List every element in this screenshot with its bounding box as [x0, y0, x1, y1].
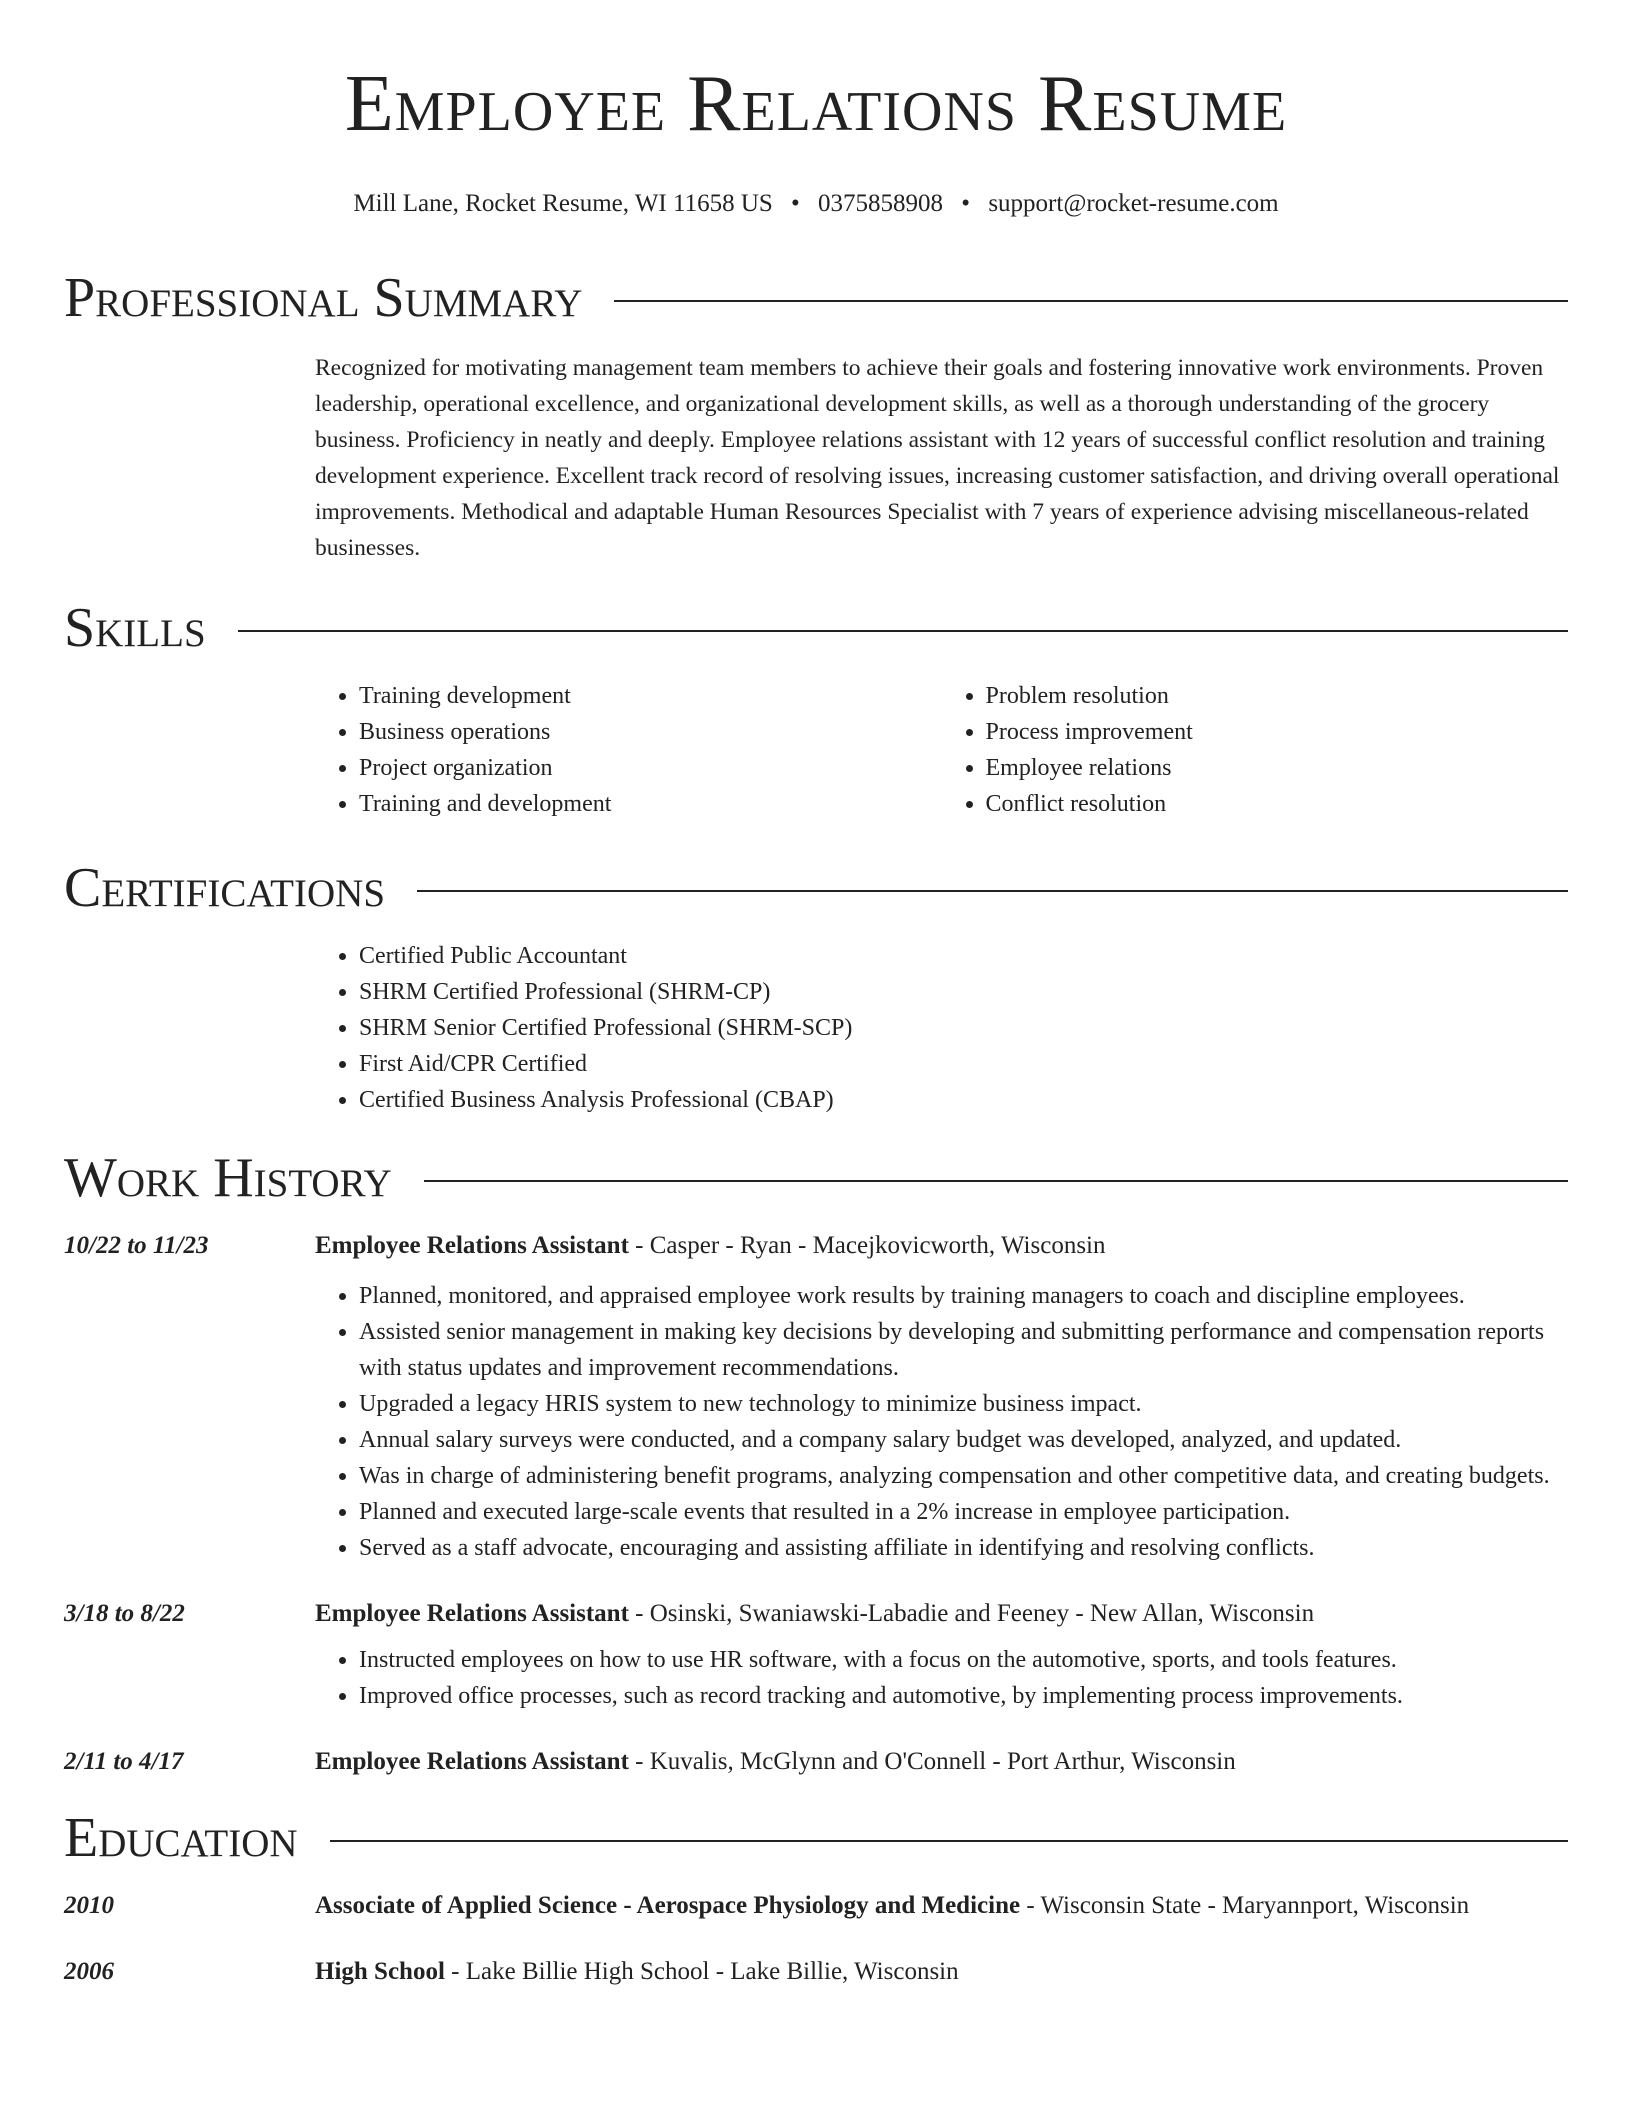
- section-divider: [424, 1180, 1568, 1182]
- duty-item: • Assisted senior management in making key decisions by developing and submitting performance and compensation reports with status updates and improvement recommendations.: [359, 1314, 1568, 1386]
- job-title: Employee Relations Assistant: [315, 1232, 629, 1259]
- duty-item: • Planned and executed large-scale events that resulted in a 2% increase in employee participation.: [359, 1494, 1568, 1530]
- certifications-list: [315, 938, 1568, 1118]
- education-heading: Education: [64, 1807, 298, 1869]
- certification-item: • Certified Public Accountant: [359, 938, 1568, 974]
- contact-separator: •: [791, 190, 800, 217]
- skill-item: • Conflict resolution: [986, 786, 1569, 822]
- skill-item: • Employee relations: [986, 750, 1569, 786]
- contact-address: Mill Lane, Rocket Resume, WI 11658 US: [353, 190, 773, 217]
- skills-column-left: [315, 678, 942, 822]
- certification-item: • Certified Business Analysis Professional (CBAP): [359, 1082, 1568, 1118]
- skills-section-header: [64, 596, 1568, 660]
- summary-text: Recognized for motivating management team members to achieve their goals and fostering innovative work environments. Proven leadership, operational excellence, and organizational development skills, as well as a thorough understanding of the grocery business. Proficiency in neatly and deeply. Employee relations assistant with 12 years of successful conflict resolution and training development experience. Excellent track record of resolving issues, increasing customer satisfaction, and driving overall operational improvements. Methodical and adaptable Human Resources Specialist with 7 years of experience advising miscellaneous-related businesses.: [315, 355, 1560, 561]
- work-heading: Work History: [64, 1147, 392, 1209]
- job-entry: [64, 1228, 1568, 1264]
- education-heading-line: [315, 1954, 1568, 1990]
- certification-item: • First Aid/CPR Certified: [359, 1046, 1568, 1082]
- education-section-header: [64, 1806, 1568, 1870]
- job-heading: [315, 1744, 1568, 1780]
- duty-item: • Was in charge of administering benefit programs, analyzing compensation and other competitive data, and creating budgets.: [359, 1458, 1568, 1494]
- job-entry: [64, 1744, 1568, 1780]
- duty-item: • Instructed employees on how to use HR software, with a focus on the automotive, sports, and tools features.: [359, 1642, 1568, 1678]
- work-section-header: [64, 1146, 1568, 1210]
- job-heading: [315, 1228, 1568, 1264]
- duty-item: • Improved office processes, such as record tracking and automotive, by implementing process improvements.: [359, 1678, 1568, 1714]
- skill-item: • Project organization: [359, 750, 942, 786]
- duty-item: • Annual salary surveys were conducted, and a company salary budget was developed, analyzed, and updated.: [359, 1422, 1568, 1458]
- education-entry: [64, 1954, 1568, 1990]
- job-details: - Casper - Ryan - Macejkovicworth, Wisconsin: [628, 1232, 1106, 1259]
- certifications-section-header: [64, 856, 1568, 920]
- certification-item: • SHRM Senior Certified Professional (SHRM-SCP): [359, 1010, 1568, 1046]
- certifications-heading: Certifications: [64, 857, 386, 919]
- education-year: 2010: [64, 1892, 114, 1919]
- certification-item: • SHRM Certified Professional (SHRM-CP): [359, 974, 1568, 1010]
- section-divider: [330, 1840, 1568, 1842]
- education-details: - Lake Billie High School - Lake Billie, Wisconsin: [444, 1958, 959, 1985]
- duty-item: • Upgraded a legacy HRIS system to new technology to minimize business impact.: [359, 1386, 1568, 1422]
- section-divider: [417, 890, 1568, 892]
- resume-title: Employee Relations Resume: [344, 60, 1288, 148]
- job-title: Employee Relations Assistant: [315, 1600, 629, 1627]
- section-divider: [614, 300, 1568, 302]
- job-dates: 10/22 to 11/23: [64, 1232, 209, 1259]
- education-degree: High School: [315, 1958, 445, 1985]
- job-entry: [64, 1596, 1568, 1632]
- skill-item: • Problem resolution: [986, 678, 1569, 714]
- job-title: Employee Relations Assistant: [315, 1748, 629, 1775]
- education-details: - Wisconsin State - Maryannport, Wisconsin: [1020, 1892, 1470, 1919]
- section-divider: [238, 630, 1568, 632]
- job-dates: 3/18 to 8/22: [64, 1600, 185, 1627]
- education-degree: Associate of Applied Science - Aerospace Physiology and Medicine: [315, 1892, 1021, 1919]
- skills-heading: Skills: [64, 597, 206, 659]
- summary-heading: Professional Summary: [64, 267, 583, 329]
- skills-list: [315, 678, 1568, 822]
- education-year: 2006: [64, 1958, 114, 1985]
- job-details: - Kuvalis, McGlynn and O'Connell - Port Arthur, Wisconsin: [628, 1748, 1236, 1775]
- job-details: - Osinski, Swaniawski-Labadie and Feeney - New Allan, Wisconsin: [628, 1600, 1315, 1627]
- contact-separator: •: [961, 190, 971, 217]
- skill-item: • Training development: [359, 678, 942, 714]
- summary-section-header: [64, 266, 1568, 330]
- education-heading-line: [315, 1888, 1568, 1924]
- contact-line: [64, 188, 1568, 220]
- job-dates: 2/11 to 4/17: [64, 1748, 184, 1775]
- education-entry: [64, 1888, 1568, 1924]
- job-heading: [315, 1596, 1568, 1632]
- contact-phone: 0375858908: [818, 190, 944, 217]
- skill-item: • Training and development: [359, 786, 942, 822]
- duty-item: • Planned, monitored, and appraised employee work results by training managers to coach and discipline employees.: [359, 1278, 1568, 1314]
- skill-item: • Business operations: [359, 714, 942, 750]
- skills-column-right: [942, 678, 1569, 822]
- job-duties: [315, 1278, 1568, 1566]
- job-duties: [315, 1642, 1568, 1714]
- duty-item: • Served as a staff advocate, encouraging and assisting affiliate in identifying and resolving conflicts.: [359, 1530, 1568, 1566]
- contact-email: support@rocket-resume.com: [988, 190, 1279, 217]
- skill-item: • Process improvement: [986, 714, 1569, 750]
